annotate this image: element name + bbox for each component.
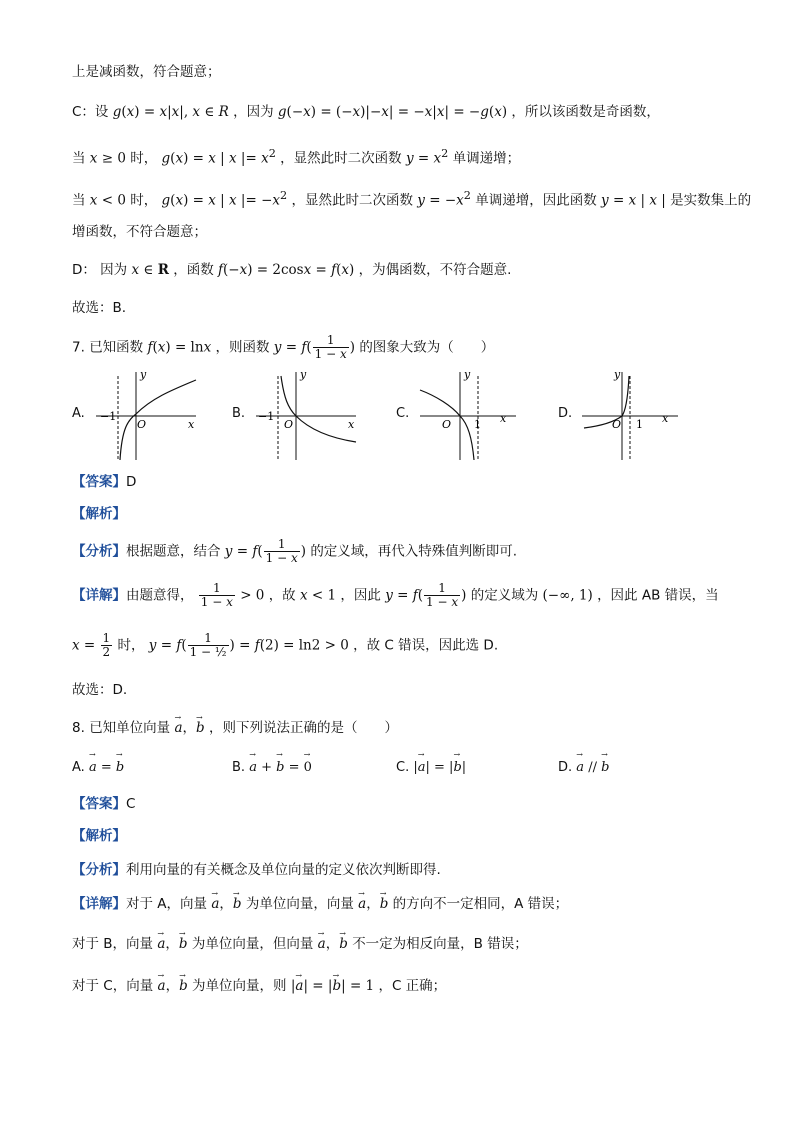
math: ) = 2cos — [247, 262, 304, 278]
y-axis-label: y — [614, 368, 621, 381]
math: x — [433, 150, 442, 167]
math: | = 1 — [341, 978, 375, 994]
text: 的定义域，再代入特殊值判断即可. — [310, 543, 518, 560]
analysis-tag: 【解析】 — [72, 506, 126, 522]
x-axis-label: x — [500, 412, 507, 425]
y-axis-label: y — [140, 368, 147, 381]
math: ≥ 0 — [97, 150, 126, 167]
math: ( — [417, 587, 424, 604]
x-axis-label: x — [188, 418, 195, 431]
math: = — [311, 262, 332, 278]
math: x — [157, 339, 166, 356]
math: ) — [461, 587, 467, 604]
math: ) = — [229, 637, 255, 654]
text: 不一定为相反向量，B 错误； — [352, 936, 528, 952]
option-c — [396, 760, 466, 775]
text: 根据题意，结合 — [126, 543, 221, 560]
math: R — [218, 104, 229, 120]
text-line — [72, 538, 517, 565]
fraction: $\frac{1}{\text{1 − ½}}$ — [189, 631, 227, 659]
math: y — [601, 192, 609, 209]
text: C：设 — [72, 104, 109, 120]
math: (− — [223, 262, 240, 278]
math: | — [413, 760, 418, 775]
math: x — [261, 150, 269, 167]
fraction: $\frac{1}{1 - x}$ — [200, 581, 233, 609]
math: g — [161, 192, 171, 209]
question-8-stem: 8. 已知单位向量 → a，→ b ，则下列说法正确的是（ ） — [72, 718, 398, 738]
math: (− — [286, 104, 304, 120]
math: | = − — [388, 104, 425, 120]
math: = — [392, 587, 413, 604]
option-b — [232, 760, 312, 775]
math: ) — [349, 339, 356, 356]
tick-label: −1 — [258, 410, 275, 423]
math: x — [456, 192, 464, 209]
text: 当 — [72, 150, 86, 167]
math: |, — [179, 104, 193, 120]
option-b-label: B. — [232, 406, 246, 421]
math: 2 — [463, 189, 471, 202]
text: 对于 C，向量 — [72, 978, 154, 994]
math: x — [171, 104, 180, 120]
vector-b: → b — [196, 718, 205, 738]
math: x — [649, 192, 657, 209]
option-d — [558, 760, 609, 775]
math: f — [147, 339, 153, 356]
x-axis-label: x — [348, 418, 355, 431]
math: ) — [300, 543, 307, 560]
math: x — [208, 150, 216, 167]
math: x — [303, 104, 311, 120]
math: > 0 — [235, 587, 265, 604]
math: x — [159, 104, 168, 120]
text: ，显然此时二次函数 — [280, 150, 402, 167]
text: 由题意得， — [126, 587, 194, 604]
answer-tag: 【答案】 — [72, 474, 126, 490]
math: (2) = ln2 > 0 — [259, 637, 349, 654]
vector-a: → a — [358, 894, 366, 914]
math: | — [167, 104, 172, 120]
vector-zero: → 0 — [304, 760, 312, 775]
math: y — [273, 339, 282, 356]
math: x — [494, 104, 502, 120]
text: 上是减函数，符合题意； — [72, 64, 221, 80]
math: 2 — [441, 147, 449, 160]
math: | = | — [425, 760, 454, 775]
math: ( — [170, 150, 176, 167]
math: x — [208, 192, 216, 209]
math: x — [341, 262, 350, 278]
text: 当 — [72, 192, 86, 209]
math: = — [156, 637, 177, 654]
math: ) = — [183, 192, 209, 209]
text: 对于 B，向量 — [72, 936, 154, 952]
question-number: 8. — [72, 720, 85, 736]
math: x — [239, 262, 248, 278]
math: f — [301, 339, 307, 356]
math: |= − — [236, 192, 273, 209]
math: x — [89, 192, 98, 209]
text: 为单位向量，但向量 — [191, 936, 314, 952]
math: ( — [152, 339, 158, 356]
tick-label: 1 — [474, 418, 481, 431]
math: ( — [336, 262, 342, 278]
text: ，函数 — [173, 262, 214, 278]
vector-b: → b — [601, 760, 609, 775]
tick-label: −1 — [100, 410, 117, 423]
math: g — [112, 104, 122, 120]
vector-b: → b — [116, 760, 124, 775]
math: = — [281, 339, 302, 356]
origin-label: O — [612, 418, 622, 431]
math: ∈ — [139, 262, 158, 278]
math: f — [412, 587, 418, 604]
math: f — [254, 637, 260, 654]
math: ) = (− — [310, 104, 353, 120]
vector-a: → a — [418, 760, 426, 775]
text: 利用向量的有关概念及单位向量的定义依次判断即得. — [126, 862, 441, 878]
option-a-label: A. — [72, 406, 85, 421]
text-line — [72, 102, 660, 122]
vector-a: → a — [318, 934, 326, 954]
math: x — [628, 192, 637, 209]
math: x — [203, 339, 212, 356]
text: ，因为 — [233, 104, 274, 120]
text: ，故 C 错误，因此选 D. — [353, 637, 499, 654]
math: f — [218, 262, 224, 278]
text-line — [72, 582, 719, 609]
text: 故选：D. — [72, 682, 128, 698]
x-axis-label: x — [662, 412, 669, 425]
math: x — [303, 262, 312, 278]
detail-tag: 【详解】 — [72, 896, 126, 912]
math: x — [175, 150, 184, 167]
vector-a: → a — [158, 976, 166, 996]
math: f — [252, 543, 258, 560]
analysis-line — [72, 504, 126, 524]
text: ，C 正确； — [378, 978, 447, 994]
option-label: D. — [558, 760, 573, 775]
text-line — [72, 186, 751, 211]
answer-line — [72, 794, 135, 814]
math: x — [272, 192, 281, 209]
math: x — [352, 104, 361, 120]
text-line — [72, 144, 520, 169]
math: | — [215, 192, 229, 209]
vector-b: → b — [233, 894, 242, 914]
math: ) — [349, 262, 355, 278]
detail-tag: 【详解】 — [72, 587, 126, 604]
graph-option-a — [92, 368, 204, 464]
text-line: 对于 B，向量 → a，→ b 为单位向量，但向量 → a，→ b 不一定为相反向量，B 错误； — [72, 934, 528, 954]
text: 的定义域为 — [470, 587, 539, 604]
math: = — [413, 150, 434, 167]
text: 对于 A，向量 — [126, 896, 208, 912]
vector-a: → a — [249, 760, 257, 775]
answer-line — [72, 472, 136, 492]
math: ( — [121, 104, 127, 120]
text: 增函数，不符合题意； — [72, 224, 207, 240]
origin-label: O — [137, 418, 147, 431]
math: < 0 — [97, 192, 126, 209]
text: ，显然此时二次函数 — [291, 192, 413, 209]
math: | — [636, 192, 650, 209]
vector-b: → b — [339, 934, 348, 954]
answer-tag: 【答案】 — [72, 796, 126, 812]
text-line — [72, 62, 221, 82]
text-line — [72, 260, 511, 280]
answer-value: C — [126, 796, 136, 812]
math: ( — [257, 543, 263, 560]
math: | — [461, 760, 467, 775]
vector-b: → b — [276, 760, 284, 775]
math: = — [96, 760, 116, 775]
math: x — [192, 104, 201, 120]
text: 为单位向量，则 — [192, 978, 287, 994]
math: x — [299, 587, 308, 604]
math: f — [176, 637, 182, 654]
text: 是实数集上的 — [670, 192, 752, 209]
math: | — [432, 104, 437, 120]
math: = — [284, 760, 304, 775]
math: (−∞, 1) — [542, 587, 593, 604]
option-label: B. — [232, 760, 246, 775]
math: 2 — [280, 189, 288, 202]
math: ) = ln — [165, 339, 204, 356]
text-line — [72, 680, 127, 700]
question-number: 7. — [72, 339, 85, 356]
math: x — [131, 262, 140, 278]
vector-b: → b — [380, 894, 389, 914]
tick-label: 1 — [636, 418, 643, 431]
text: 已知单位向量 — [89, 720, 171, 736]
text: ，为偶函数，不符合题意. — [358, 262, 512, 278]
graph-option-d — [578, 368, 690, 464]
math: x — [89, 150, 98, 167]
option-d-label: D. — [558, 406, 573, 421]
fraction: $\frac{1}{1 - x}$ — [265, 537, 298, 565]
text: 单调递增； — [452, 150, 521, 167]
math: ) — [501, 104, 508, 120]
vector-a: → a — [89, 760, 97, 775]
text: 故选：B. — [72, 300, 127, 316]
math: + — [256, 760, 277, 775]
text: 单调递增，因此函数 — [475, 192, 597, 209]
vector-b: → b — [179, 976, 188, 996]
origin-label: O — [284, 418, 294, 431]
math: | = | — [303, 978, 333, 994]
text-line — [72, 860, 441, 880]
option-a — [72, 760, 124, 775]
vector-a: → a — [157, 934, 165, 954]
math: = — [79, 637, 100, 654]
text: ，所以该函数是奇函数， — [511, 104, 660, 120]
text-line — [72, 298, 126, 318]
math: x — [436, 104, 445, 120]
analysis-tag: 【分析】 — [72, 862, 126, 878]
text: 已知函数 — [89, 339, 144, 356]
fraction: $\frac{1}{1 - x}$ — [426, 581, 459, 609]
math: x — [126, 104, 135, 120]
vector-b: → b — [453, 760, 461, 775]
math: |= — [236, 150, 262, 167]
math: | — [290, 978, 296, 994]
vector-a: → a — [576, 760, 584, 775]
option-c-label: C. — [396, 406, 410, 421]
text: ，则下列说法正确的是（ ） — [209, 720, 398, 736]
math: x — [424, 104, 433, 120]
question-7-stem — [72, 334, 494, 361]
math: | — [215, 150, 229, 167]
math: y — [385, 587, 393, 604]
text-line: 对于 C，向量 → a，→ b 为单位向量，则 |→ a| = |→ b| = 1 ，C 正确； — [72, 976, 446, 996]
analysis-line — [72, 826, 126, 846]
math: ( — [488, 104, 495, 120]
vector-a: → a — [211, 894, 219, 914]
math: = − — [424, 192, 457, 209]
vector-a: → a — [174, 718, 182, 738]
math: x — [72, 637, 80, 654]
math: ) = — [134, 104, 160, 120]
fraction: $\frac{1}{2}$ — [102, 631, 111, 659]
text-line — [72, 632, 498, 659]
fraction: $\frac{1}{1 - x}$ — [314, 333, 347, 361]
math: y — [224, 543, 233, 560]
math: ) = — [183, 150, 209, 167]
origin-label: O — [442, 418, 452, 431]
vector-b: → b — [332, 976, 341, 996]
y-axis-label: y — [300, 368, 307, 381]
math: = — [608, 192, 629, 209]
math: y — [417, 192, 425, 209]
text: ，因此 — [340, 587, 381, 604]
math: | = − — [444, 104, 481, 120]
math: x — [229, 192, 237, 209]
text: 的方向不一定相同，A 错误； — [392, 896, 569, 912]
math: g — [277, 104, 287, 120]
text: D： 因为 — [72, 262, 128, 278]
math: x — [381, 104, 389, 120]
math: ( — [181, 637, 187, 654]
text-line: 【详解】对于 A，向量 → a，→ b 为单位向量，向量 → a，→ b 的方向不一定相同，A 错误； — [72, 894, 568, 914]
y-axis-label: y — [464, 368, 471, 381]
analysis-tag: 【分析】 — [72, 543, 126, 560]
math: f — [331, 262, 337, 278]
text: 时， — [117, 637, 145, 654]
analysis-tag: 【解析】 — [72, 828, 126, 844]
math: ( — [306, 339, 312, 356]
math: g — [480, 104, 489, 120]
math: = — [232, 543, 253, 560]
text: ，故 — [268, 587, 296, 604]
math: y — [148, 637, 157, 654]
math: R — [157, 262, 169, 278]
math: 2 — [268, 147, 276, 160]
math: ∈ — [200, 104, 219, 120]
text: 时， — [130, 150, 158, 167]
option-label: C. — [396, 760, 410, 775]
math: x — [175, 192, 184, 209]
option-label: A. — [72, 760, 85, 775]
math: y — [405, 150, 414, 167]
math: g — [161, 150, 171, 167]
text: 为单位向量，向量 — [245, 896, 354, 912]
text: 的图象大致为（ ） — [359, 339, 495, 356]
vector-b: → b — [179, 934, 188, 954]
text: ，则函数 — [215, 339, 270, 356]
math: | — [656, 192, 666, 209]
graph-option-c — [416, 368, 528, 464]
graph-option-b — [252, 368, 364, 464]
text: 时， — [130, 192, 158, 209]
math: x — [229, 150, 237, 167]
text: ，因此 AB 错误，当 — [597, 587, 719, 604]
answer-value: D — [126, 474, 137, 490]
vector-a: → a — [295, 976, 303, 996]
math: ( — [170, 192, 176, 209]
math: // — [584, 760, 602, 775]
math: < 1 — [307, 587, 337, 604]
math: )|− — [360, 104, 382, 120]
text-line — [72, 222, 207, 242]
